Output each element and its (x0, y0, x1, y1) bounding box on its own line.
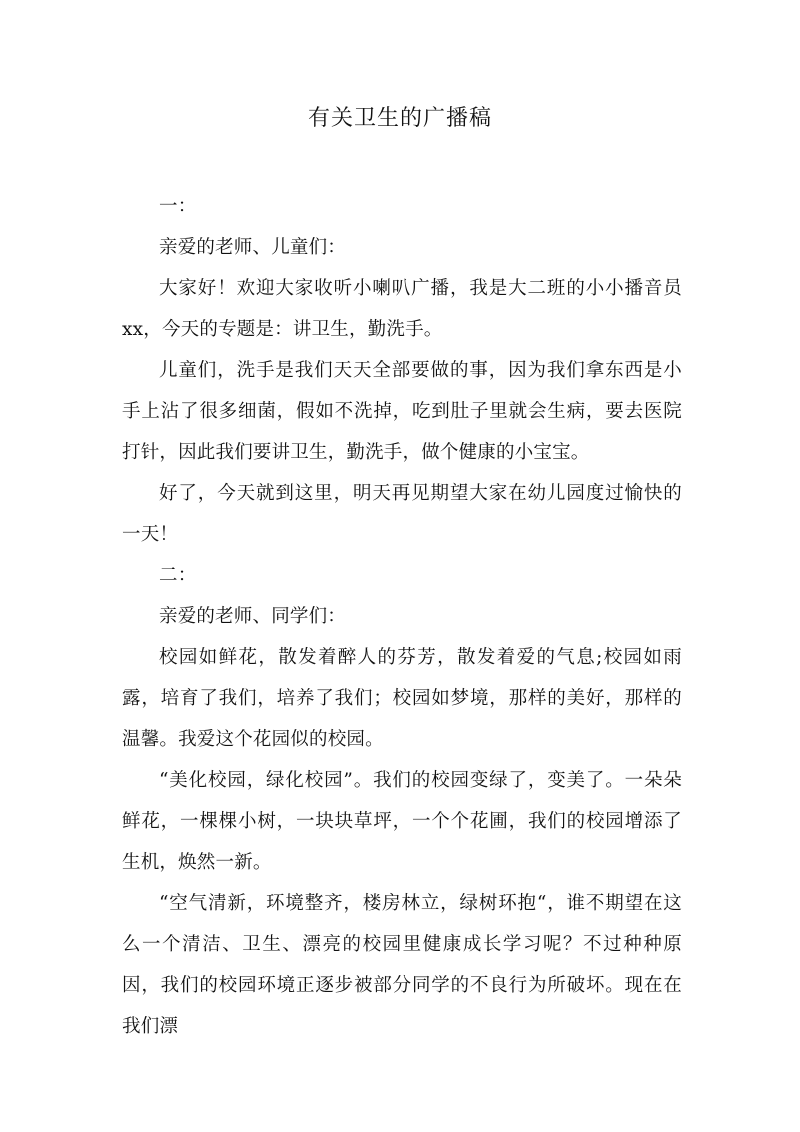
paragraph-closing: 好了，今天就到这里，明天再见期望大家在幼儿园度过愉快的一天！ (122, 483, 682, 545)
paragraph-greening: “美化校园，绿化校园”。我们的校园变绿了，变美了。一朵朵鲜花，一棵棵小树，一块块草坪，一个个花圃，我们的校园增添了生机，焕然一新。 (122, 770, 682, 873)
paragraph-environment: “空气清新，环境整齐，楼房林立，绿树环抱“，谁不期望在这么一个清洁、卫生、漂亮的校园里健康成长学习呢？不过种种原因，我们的校园环境正逐步被部分同学的不良行为所破坏。现在在我们漂 (122, 893, 682, 1037)
paragraph-greeting: 大家好！欢迎大家收听小喇叭广播，我是大二班的小小播音员xx，今天的专题是：讲卫生，勤洗手。 (122, 278, 682, 340)
salutation-2: 亲爱的老师、同学们： (159, 606, 347, 627)
section-heading-1: 一： (159, 196, 197, 217)
document-title: 有关卫生的广播稿 (307, 106, 492, 131)
paragraph-campus: 校园如鲜花，散发着醉人的芬芳，散发着爱的气息;校园如雨露，培育了我们，培养了我们；校园如梦境，那样的美好，那样的温馨。我爱这个花园似的校园。 (122, 647, 682, 750)
document-body (122, 186, 682, 1047)
salutation-1: 亲爱的老师、儿童们： (159, 237, 347, 258)
section-heading-2: 二： (159, 565, 197, 586)
paragraph-handwashing: 儿童们，洗手是我们天天全部要做的事，因为我们拿东西是小手上沾了很多细菌，假如不洗掉，吃到肚子里就会生病，要去医院打针，因此我们要讲卫生，勤洗手，做个健康的小宝宝。 (122, 360, 682, 463)
